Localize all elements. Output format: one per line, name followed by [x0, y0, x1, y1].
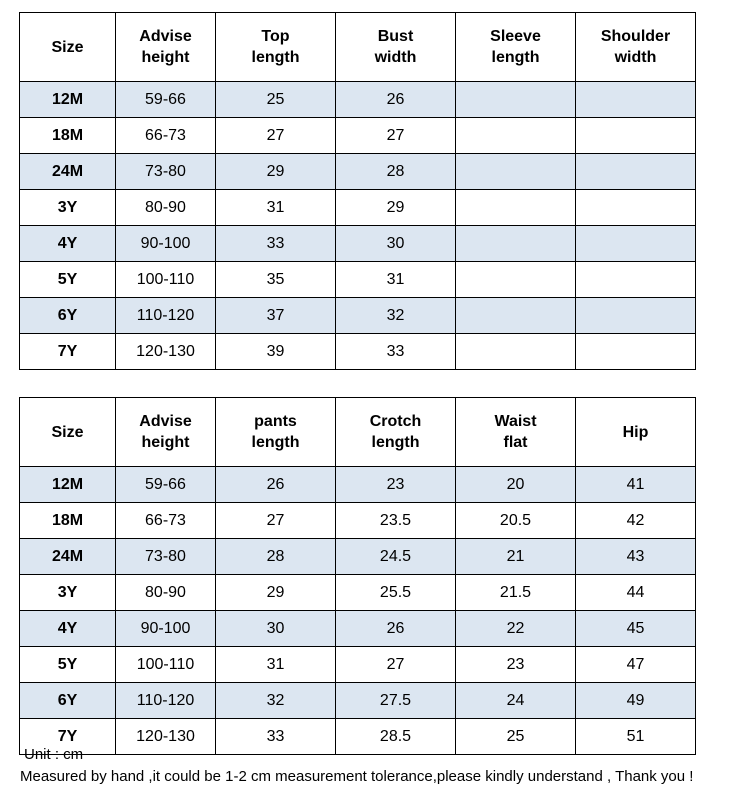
- table-cell: 110-120: [116, 298, 216, 334]
- table-cell: [576, 262, 696, 298]
- table-cell: 30: [216, 611, 336, 647]
- table-row: [20, 226, 696, 262]
- table-cell: [456, 118, 576, 154]
- column-header-line: Advise: [139, 28, 192, 45]
- table-cell: 66-73: [116, 503, 216, 539]
- table-cell: 90-100: [116, 611, 216, 647]
- table-cell: 27: [336, 118, 456, 154]
- table-cell: 21: [456, 539, 576, 575]
- table-row: [20, 539, 696, 575]
- column-header-line: Size: [51, 423, 84, 441]
- table-cell: 25: [456, 719, 576, 755]
- table-cell: 33: [216, 226, 336, 262]
- table-cell: 24.5: [336, 539, 456, 575]
- table-cell: 110-120: [116, 683, 216, 719]
- table-header-row: [20, 398, 696, 467]
- table-row: [20, 298, 696, 334]
- column-header: [216, 398, 336, 467]
- column-header: [20, 13, 116, 82]
- column-header-line: Top: [261, 28, 290, 45]
- column-header-line: width: [374, 49, 417, 66]
- table-cell: 29: [336, 190, 456, 226]
- size-cell: 24M: [20, 539, 116, 575]
- table-cell: 21.5: [456, 575, 576, 611]
- table-cell: 25.5: [336, 575, 456, 611]
- column-header-line: length: [251, 434, 300, 451]
- table-cell: 28.5: [336, 719, 456, 755]
- table-cell: 26: [336, 82, 456, 118]
- table-cell: 120-130: [116, 719, 216, 755]
- table-cell: [456, 154, 576, 190]
- table-row: [20, 611, 696, 647]
- table-cell: 23: [336, 467, 456, 503]
- size-cell: 6Y: [20, 298, 116, 334]
- unit-note: Unit : cm: [24, 746, 84, 763]
- table-cell: 37: [216, 298, 336, 334]
- table-cell: 29: [216, 575, 336, 611]
- column-header-line: Shoulder: [600, 28, 671, 45]
- table-cell: 43: [576, 539, 696, 575]
- table-cell: 29: [216, 154, 336, 190]
- table-cell: [456, 334, 576, 370]
- column-header-line: length: [371, 434, 420, 451]
- table-cell: [576, 118, 696, 154]
- table-cell: 31: [216, 190, 336, 226]
- size-cell: 12M: [20, 82, 116, 118]
- size-cell: 18M: [20, 503, 116, 539]
- table-cell: [576, 226, 696, 262]
- table-row: [20, 467, 696, 503]
- column-header: [216, 13, 336, 82]
- size-cell: 24M: [20, 154, 116, 190]
- column-header: [116, 13, 216, 82]
- table-cell: 66-73: [116, 118, 216, 154]
- table-cell: 39: [216, 334, 336, 370]
- table-cell: [456, 190, 576, 226]
- table-row: [20, 719, 696, 755]
- table-cell: 80-90: [116, 575, 216, 611]
- table-cell: 41: [576, 467, 696, 503]
- table-cell: [456, 82, 576, 118]
- table-cell: 31: [216, 647, 336, 683]
- table-cell: 23: [456, 647, 576, 683]
- table-cell: 32: [216, 683, 336, 719]
- table-cell: 25: [216, 82, 336, 118]
- table-cell: [576, 334, 696, 370]
- table-row: [20, 190, 696, 226]
- column-header-line: Waist: [494, 413, 537, 430]
- column-header: [116, 398, 216, 467]
- table-cell: 120-130: [116, 334, 216, 370]
- table-cell: [456, 298, 576, 334]
- size-cell: 12M: [20, 467, 116, 503]
- size-cell: 4Y: [20, 226, 116, 262]
- column-header: [336, 13, 456, 82]
- table-cell: 31: [336, 262, 456, 298]
- table-cell: 59-66: [116, 82, 216, 118]
- table-row: [20, 334, 696, 370]
- table-header-row: [20, 13, 696, 82]
- table-cell: 59-66: [116, 467, 216, 503]
- size-cell: 5Y: [20, 647, 116, 683]
- tolerance-note: Measured by hand ,it could be 1-2 cm measurement tolerance,please kindly understand , Thank you !: [20, 768, 694, 785]
- table-cell: [576, 298, 696, 334]
- table-cell: 45: [576, 611, 696, 647]
- column-header-line: length: [491, 49, 540, 66]
- bottom-size-table: [19, 397, 696, 755]
- table-cell: [576, 82, 696, 118]
- column-header-line: pants: [254, 413, 297, 430]
- column-header-line: Sleeve: [490, 28, 541, 45]
- table-row: [20, 575, 696, 611]
- table-cell: 100-110: [116, 262, 216, 298]
- table-cell: 28: [336, 154, 456, 190]
- size-cell: 3Y: [20, 575, 116, 611]
- table-cell: 27: [216, 118, 336, 154]
- table-row: [20, 118, 696, 154]
- column-header-line: length: [251, 49, 300, 66]
- table-cell: 35: [216, 262, 336, 298]
- table-row: [20, 154, 696, 190]
- column-header: [576, 398, 696, 467]
- table-cell: 20: [456, 467, 576, 503]
- size-cell: 18M: [20, 118, 116, 154]
- column-header: [456, 398, 576, 467]
- table-row: [20, 82, 696, 118]
- table-cell: 22: [456, 611, 576, 647]
- table-cell: 27: [336, 647, 456, 683]
- column-header: [20, 398, 116, 467]
- table-cell: 51: [576, 719, 696, 755]
- column-header-line: Hip: [622, 423, 649, 441]
- column-header-line: height: [141, 49, 190, 66]
- table-cell: 42: [576, 503, 696, 539]
- column-header-line: height: [141, 434, 190, 451]
- size-cell: 4Y: [20, 611, 116, 647]
- size-cell: 7Y: [20, 334, 116, 370]
- column-header-line: flat: [503, 434, 528, 451]
- table-cell: 33: [336, 334, 456, 370]
- size-cell: 5Y: [20, 262, 116, 298]
- table-cell: [456, 226, 576, 262]
- table-cell: [576, 190, 696, 226]
- table-cell: 49: [576, 683, 696, 719]
- table-row: [20, 647, 696, 683]
- table-cell: 100-110: [116, 647, 216, 683]
- table-cell: [456, 262, 576, 298]
- table-cell: 73-80: [116, 539, 216, 575]
- size-cell: 6Y: [20, 683, 116, 719]
- table-cell: 44: [576, 575, 696, 611]
- table-cell: 20.5: [456, 503, 576, 539]
- table-row: [20, 503, 696, 539]
- column-header-line: Bust: [377, 28, 414, 45]
- column-header-line: Advise: [139, 413, 192, 430]
- table-cell: 32: [336, 298, 456, 334]
- column-header: [456, 13, 576, 82]
- table-cell: 33: [216, 719, 336, 755]
- table-cell: 90-100: [116, 226, 216, 262]
- size-cell: 3Y: [20, 190, 116, 226]
- table-cell: 23.5: [336, 503, 456, 539]
- column-header-line: width: [614, 49, 657, 66]
- table-cell: 26: [216, 467, 336, 503]
- table-row: [20, 262, 696, 298]
- table-cell: 30: [336, 226, 456, 262]
- table-cell: 26: [336, 611, 456, 647]
- table-cell: 27.5: [336, 683, 456, 719]
- column-header-line: Size: [51, 38, 84, 56]
- table-cell: 80-90: [116, 190, 216, 226]
- table-cell: 24: [456, 683, 576, 719]
- column-header-line: Crotch: [369, 413, 422, 430]
- table-cell: 28: [216, 539, 336, 575]
- table-cell: 27: [216, 503, 336, 539]
- top-size-table: [19, 12, 696, 370]
- table-cell: 47: [576, 647, 696, 683]
- size-cell: 7Y: [20, 719, 116, 755]
- column-header: [336, 398, 456, 467]
- table-cell: 73-80: [116, 154, 216, 190]
- table-cell: [576, 154, 696, 190]
- table-row: [20, 683, 696, 719]
- column-header: [576, 13, 696, 82]
